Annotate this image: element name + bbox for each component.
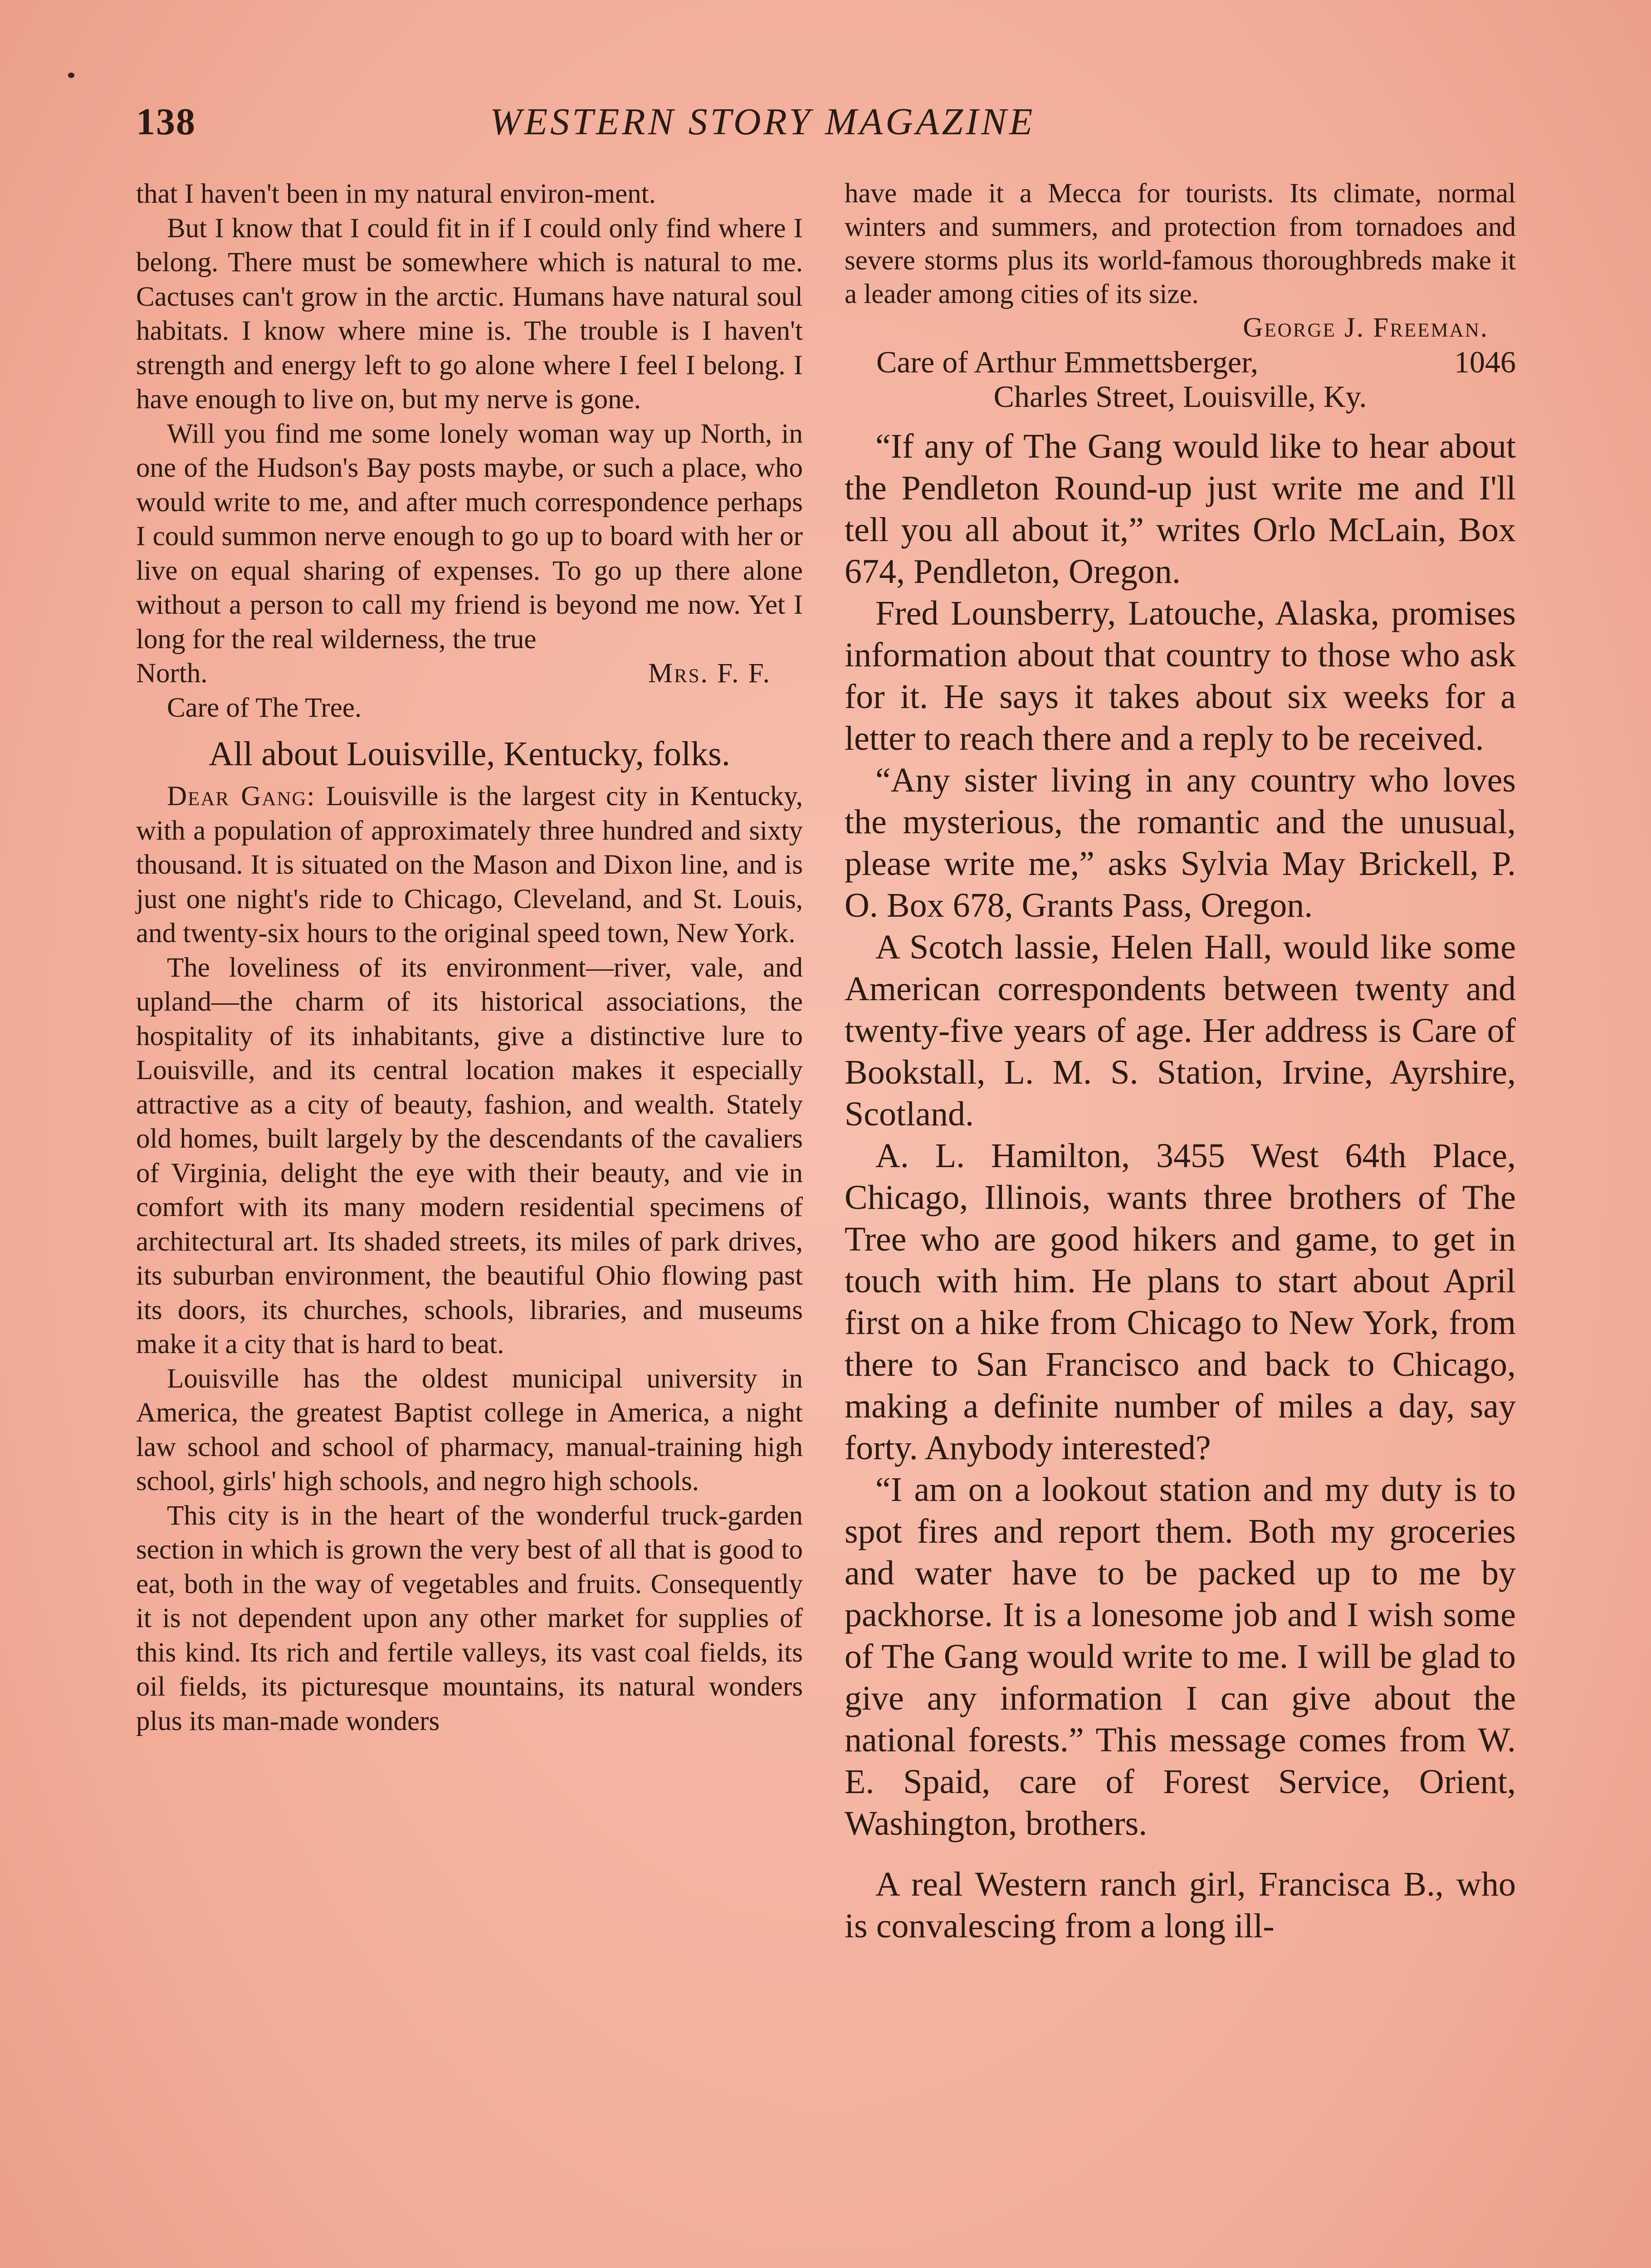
address-line-number: 1046 bbox=[1454, 345, 1516, 379]
letter-paragraph: Will you find me some lonely woman way up North, in one of the Hudson's Bay posts maybe, or such a place, who would write to me, and after much correspondence perhaps I could summon nerve enough to go up to board with her or live on equal sharing of expenses. To go up there alone without a person to call my friend is beyond me now. Yet I long for the real wilderness, the true bbox=[136, 418, 803, 655]
page-header bbox=[136, 100, 1515, 150]
letter-paragraph: “Any sister living in any country who loves the mysterious, the romantic and the unusual, please write me,” asks Sylvia May Brickell, P. O. Box 678, Grants Pass, Oregon. bbox=[845, 761, 1516, 924]
letter-signature: Mrs. F. F. bbox=[648, 658, 771, 689]
letter-paragraph: The loveliness of its environment—river, vale, and upland—the charm of its historical associations, the hospitality of its inhabitants, give a distinctive lure to Louisville, and its central location makes it especially attractive as a city of beauty, fashion, and wealth. Stately old homes, built largely by the descendants of the cavaliers of Virginia, delight the eye with their beauty, and vie in comfort with its many modern residential specimens of architectural art. Its shaded streets, its miles of park drives, its suburban environment, the beautiful Ohio flowing past its doors, its churches, schools, libraries, and museums make it a city that is hard to beat. bbox=[136, 952, 803, 1359]
letter-paragraph-text: Louisville is the largest city in Kentucky, with a population of approximately three hundred and sixty thousand. It is situated on the Mason and Dixon line, and is just one night's ride to Chicago, Cleveland, and St. Louis, and twenty-six hours to the original speed town, New York. bbox=[136, 781, 803, 948]
letter-paragraph: Louisville has the oldest municipal university in America, the greatest Baptist college in America, a night law school and school of pharmacy, manual-training high school, girls' high schools, and negro high schools. bbox=[136, 1363, 803, 1496]
letter-paragraph: “I am on a lookout station and my duty is to spot fires and report them. Both my groceries and water have to be packed up to me by packhorse. It is a lonesome job and I wish some of The Gang would write to me. I will be glad to give any information I can give about the national forests.” This message comes from W. E. Spaid, care of Forest Service, Orient, Washington, brothers. bbox=[845, 1471, 1516, 1843]
letter-paragraph: But I know that I could fit in if I could only find where I belong. There must be somewhere which is natural to me. Cactuses can't grow in the arctic. Humans have natural soul habitats. I know where mine is. The trouble is I haven't strength and energy left to go alone where I feel I belong. I have enough to live on, but my nerve is gone. bbox=[136, 213, 803, 415]
letter-closing-line bbox=[136, 656, 803, 691]
address-line: Charles Street, Louisville, Ky. bbox=[993, 379, 1367, 414]
page-number: 138 bbox=[136, 101, 196, 143]
letter-paragraph: Fred Lounsberry, Latouche, Alaska, promises information about that country to those who ask for it. He says it takes about six weeks for a letter to reach there and a reply to be received. bbox=[845, 594, 1516, 758]
letter-paragraph: This city is in the heart of the wonderful truck-garden section in which is grown the very best of all that is good to eat, both in the way of vegetables and fruits. Consequently it is not dependent upon any other market for supplies of this kind. Its rich and fertile valleys, its vast coal fields, its oil fields, its picturesque mountains, its natural wonders plus its man-made wonders bbox=[136, 1500, 803, 1736]
letter-paragraph: “If any of The Gang would like to hear about the Pendleton Round-up just write me and I'll tell you all about it,” writes Orlo McLain, Box 674, Pendleton, Oregon. bbox=[845, 427, 1516, 591]
letter-paragraph: have made it a Mecca for tourists. Its climate, normal winters and summers, and protection from tornadoes and severe storms plus its world-famous thoroughbreds make it a leader among cities of its size. bbox=[845, 178, 1516, 309]
care-of-line: Care of The Tree. bbox=[167, 692, 362, 723]
letter-signature: George J. Freeman. bbox=[1243, 313, 1489, 343]
ink-speck-top bbox=[68, 73, 74, 78]
section-heading: All about Louisville, Kentucky, folks. bbox=[209, 735, 730, 773]
letter-paragraph: A Scotch lassie, Helen Hall, would like some American correspondents between twenty and twenty-five years of age. Her address is Care of Bookstall, L. M. S. Station, Irvine, Ayrshire, Scotland. bbox=[845, 928, 1516, 1133]
letter-paragraph: that I haven't been in my natural environ-ment. bbox=[136, 179, 656, 209]
letter-paragraph: A. L. Hamilton, 3455 West 64th Place, Chicago, Illinois, wants three brothers of The Tree who are good hikers and game, to get in touch with him. He plans to start about April first on a hike from Chicago to New York, from there to San Francisco and back to Chicago, making a definite number of miles a day, say forty. Anybody interested? bbox=[845, 1137, 1516, 1467]
letter-paragraph bbox=[136, 779, 803, 951]
address-line-text: Care of Arthur Emmettsberger, bbox=[876, 345, 1258, 379]
right-column bbox=[845, 177, 1516, 1947]
salutation: Dear Gang: bbox=[167, 781, 316, 811]
address-line bbox=[845, 345, 1516, 379]
left-column bbox=[136, 177, 803, 1738]
running-head-title: WESTERN STORY MAGAZINE bbox=[490, 101, 1036, 143]
letter-paragraph-end: North. bbox=[136, 658, 208, 689]
letter-paragraph: A real Western ranch girl, Francisca B., who is convalescing from a long ill- bbox=[845, 1865, 1516, 1945]
